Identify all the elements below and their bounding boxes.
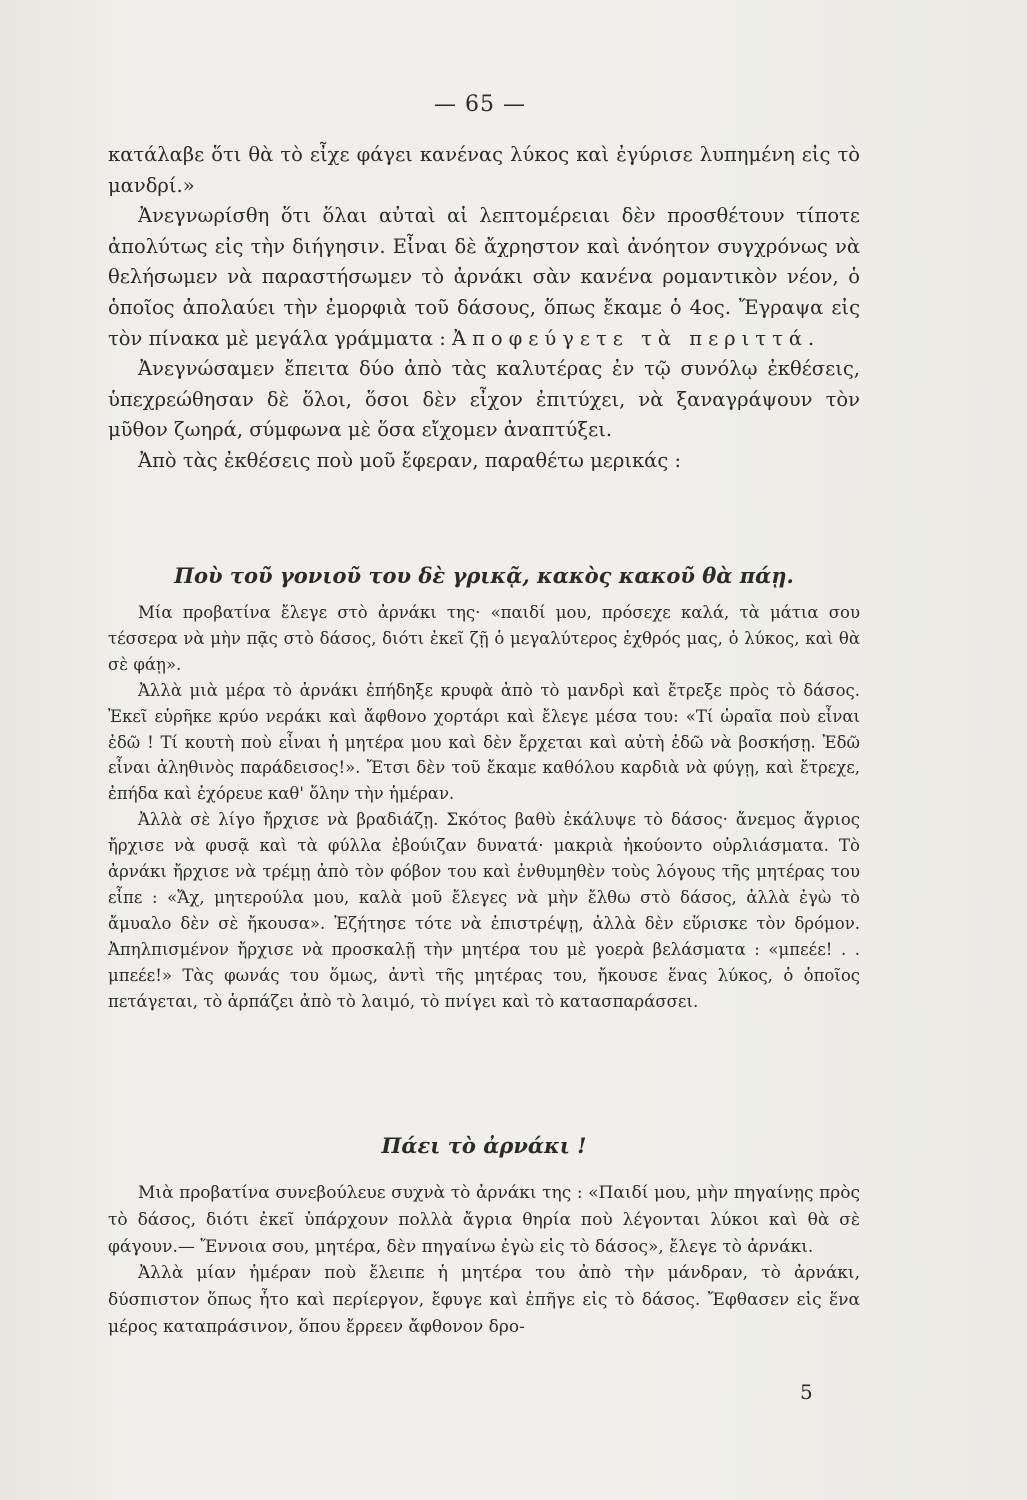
emphasized-phrase: Ἀποφεύγετε τὰ περιττά. [452, 326, 821, 350]
paragraph: Μιὰ προβατίνα συνεβούλευε συχνὰ τὸ ἀρνάκι της : «Παιδί μου, μὴν πηγαίνῃς πρὸς τὸ δάσος, διότι ἐκεῖ ὑπάρχουν πολλὰ ἄγρια θηρία ποὺ λέγονται λύκοι καὶ θὰ σὲ φάγουν.— Ἔννοια σου, μητέρα, δὲν πηγαίνω ἐγὼ εἰς τὸ δάσος», ἔλεγε τὸ ἀρνάκι. [108, 1183, 860, 1257]
paragraph: Ἀπὸ τὰς ἐκθέσεις ποὺ μοῦ ἔφεραν, παραθέτω μερικάς : [138, 448, 682, 472]
paragraph: κατάλαβε ὅτι θὰ τὸ εἶχε φάγει κανένας λύκος καὶ ἐγύρισε λυπημένη εἰς τὸ μανδρί.» [108, 143, 860, 197]
main-text [108, 140, 860, 477]
folio-signature: 5 [800, 1380, 813, 1404]
essay-1 [108, 600, 860, 1015]
paragraph-text: Ἀνεγνωρίσθη ὅτι ὅλαι αὐταὶ αἱ λεπτομέρειαι δὲν προσθέτουν τίποτε ἀπολύτως εἰς τὴν διήγησιν. Εἶναι δὲ ἄχρηστον καὶ ἀνόητον συγχρόνως νὰ θελήσωμεν νὰ παραστήσωμεν τὸ ἀρνάκι σὰν κανένα ρομαντικὸν νέον, ὁ ὁποῖος ἀπολαύει τὴν ἐμορφιὰ τοῦ δάσους, ὅπως ἔκαμε ὁ 4ος. Ἔγραψα εἰς τὸν πίνακα μὲ μεγάλα γράμματα : [108, 204, 860, 350]
section-heading: Ποὺ τοῦ γονιοῦ του δὲ γρικᾷ, κακὸς κακοῦ θὰ πάῃ. [174, 563, 794, 588]
paragraph: Ἀλλὰ σὲ λίγο ἤρχισε νὰ βραδιάζῃ. Σκότος βαθὺ ἐκάλυψε τὸ δάσος· ἄνεμος ἄγριος ἤρχισε νὰ φυσᾷ καὶ τὰ φύλλα ἐβούιζαν δυνατά· μακριὰ ἠκούοντο οὐρλιάσματα. Τὸ ἀρνάκι ἤρχισε νὰ τρέμῃ ἀπὸ τὸν φόβον του καὶ ἐνθυμηθὲν τοὺς λόγους τῆς μητέρας του εἶπε : «Ἄχ, μητερούλα μου, καλὰ μοῦ ἔλεγες νὰ μὴν ἔλθω στὸ δάσος, ἀλλὰ ἐγὼ τὸ ἄμυαλο δὲν σὲ ἤκουσα». Ἐζήτησε τότε νὰ ἐπιστρέψῃ, ἀλλὰ δὲν εὕρισκε τὸν δρόμον. Ἀπηλπισμένον ἤρχισε νὰ προσκαλῇ τὴν μητέρα του μὲ γοερὰ βελάσματα : «μπεέε! . . μπεέε!» Τὰς φωνάς του ὅμως, ἀντὶ τῆς μητέρας του, ἤκουσε ἕνας λύκος, ὁ ὁποῖος πετάγεται, τὸ ἁρπάζει ἀπὸ τὸ λαιμό, τὸ πνίγει καὶ τὸ κατασπαράσσει. [108, 810, 860, 1011]
page-number: — 65 — [434, 92, 526, 117]
paragraph: Ἀλλὰ μιὰ μέρα τὸ ἀρνάκι ἐπήδηξε κρυφὰ ἀπὸ τὸ μανδρὶ καὶ ἔτρεξε πρὸς τὸ δάσος. Ἐκεῖ εὑρῆκε κρύο νεράκι καὶ ἄφθονο χορτάρι καὶ ἔλεγε μέσα του: «Τί ὡραῖα ποὺ εἶναι ἐδῶ ! Τί κουτὴ ποὺ εἶναι ἡ μητέρα μου καὶ δὲν ἔρχεται καὶ αὐτὴ ἐδῶ νὰ βοσκήσῃ. Ἐδῶ εἶναι ἀληθινὸς παράδεισος!». Ἔτσι δὲν τοῦ ἔκαμε καθόλου καρδιὰ νὰ φύγῃ, καὶ ἔτρεχε, ἐπήδα καὶ ἐχόρευε καθ' ὅλην τὴν ἡμέραν. [108, 680, 860, 804]
paragraph: Ἀλλὰ μίαν ἡμέραν ποὺ ἔλειπε ἡ μητέρα του ἀπὸ τὴν μάνδραν, τὸ ἀρνάκι, δύσπιστον ὅπως ἦτο καὶ περίεργον, ἔφυγε καὶ ἐπῆγε εἰς τὸ δάσος. Ἔφθασεν εἰς ἕνα μέρος καταπράσινον, ὅπου ἔρρεεν ἄφθονον δρο- [108, 1263, 860, 1337]
section-heading: Πάει τὸ ἀρνάκι ! [381, 1133, 587, 1158]
paragraph [108, 201, 860, 354]
paragraph: Ἀνεγνώσαμεν ἔπειτα δύο ἀπὸ τὰς καλυτέρας ἐν τῷ συνόλῳ ἐκθέσεις, ὑπεχρεώθησαν δὲ ὅλοι, ὅσοι δὲν εἶχον ἐπιτύχει, νὰ ξαναγράψουν τὸν μῦθον ζωηρά, σύμφωνα μὲ ὅσα εἴχομεν ἀναπτύξει. [108, 357, 860, 442]
essay-2 [108, 1180, 860, 1341]
paragraph: Μία προβατίνα ἔλεγε στὸ ἀρνάκι της· «παιδί μου, πρόσεχε καλά, τὰ μάτια σου τέσσερα νὰ μὴν πᾷς στὸ δάσος, διότι ἐκεῖ ζῇ ὁ μεγαλύτερος ἐχθρός μας, ὁ λύκος, καὶ θὰ σὲ φάῃ». [108, 603, 860, 674]
